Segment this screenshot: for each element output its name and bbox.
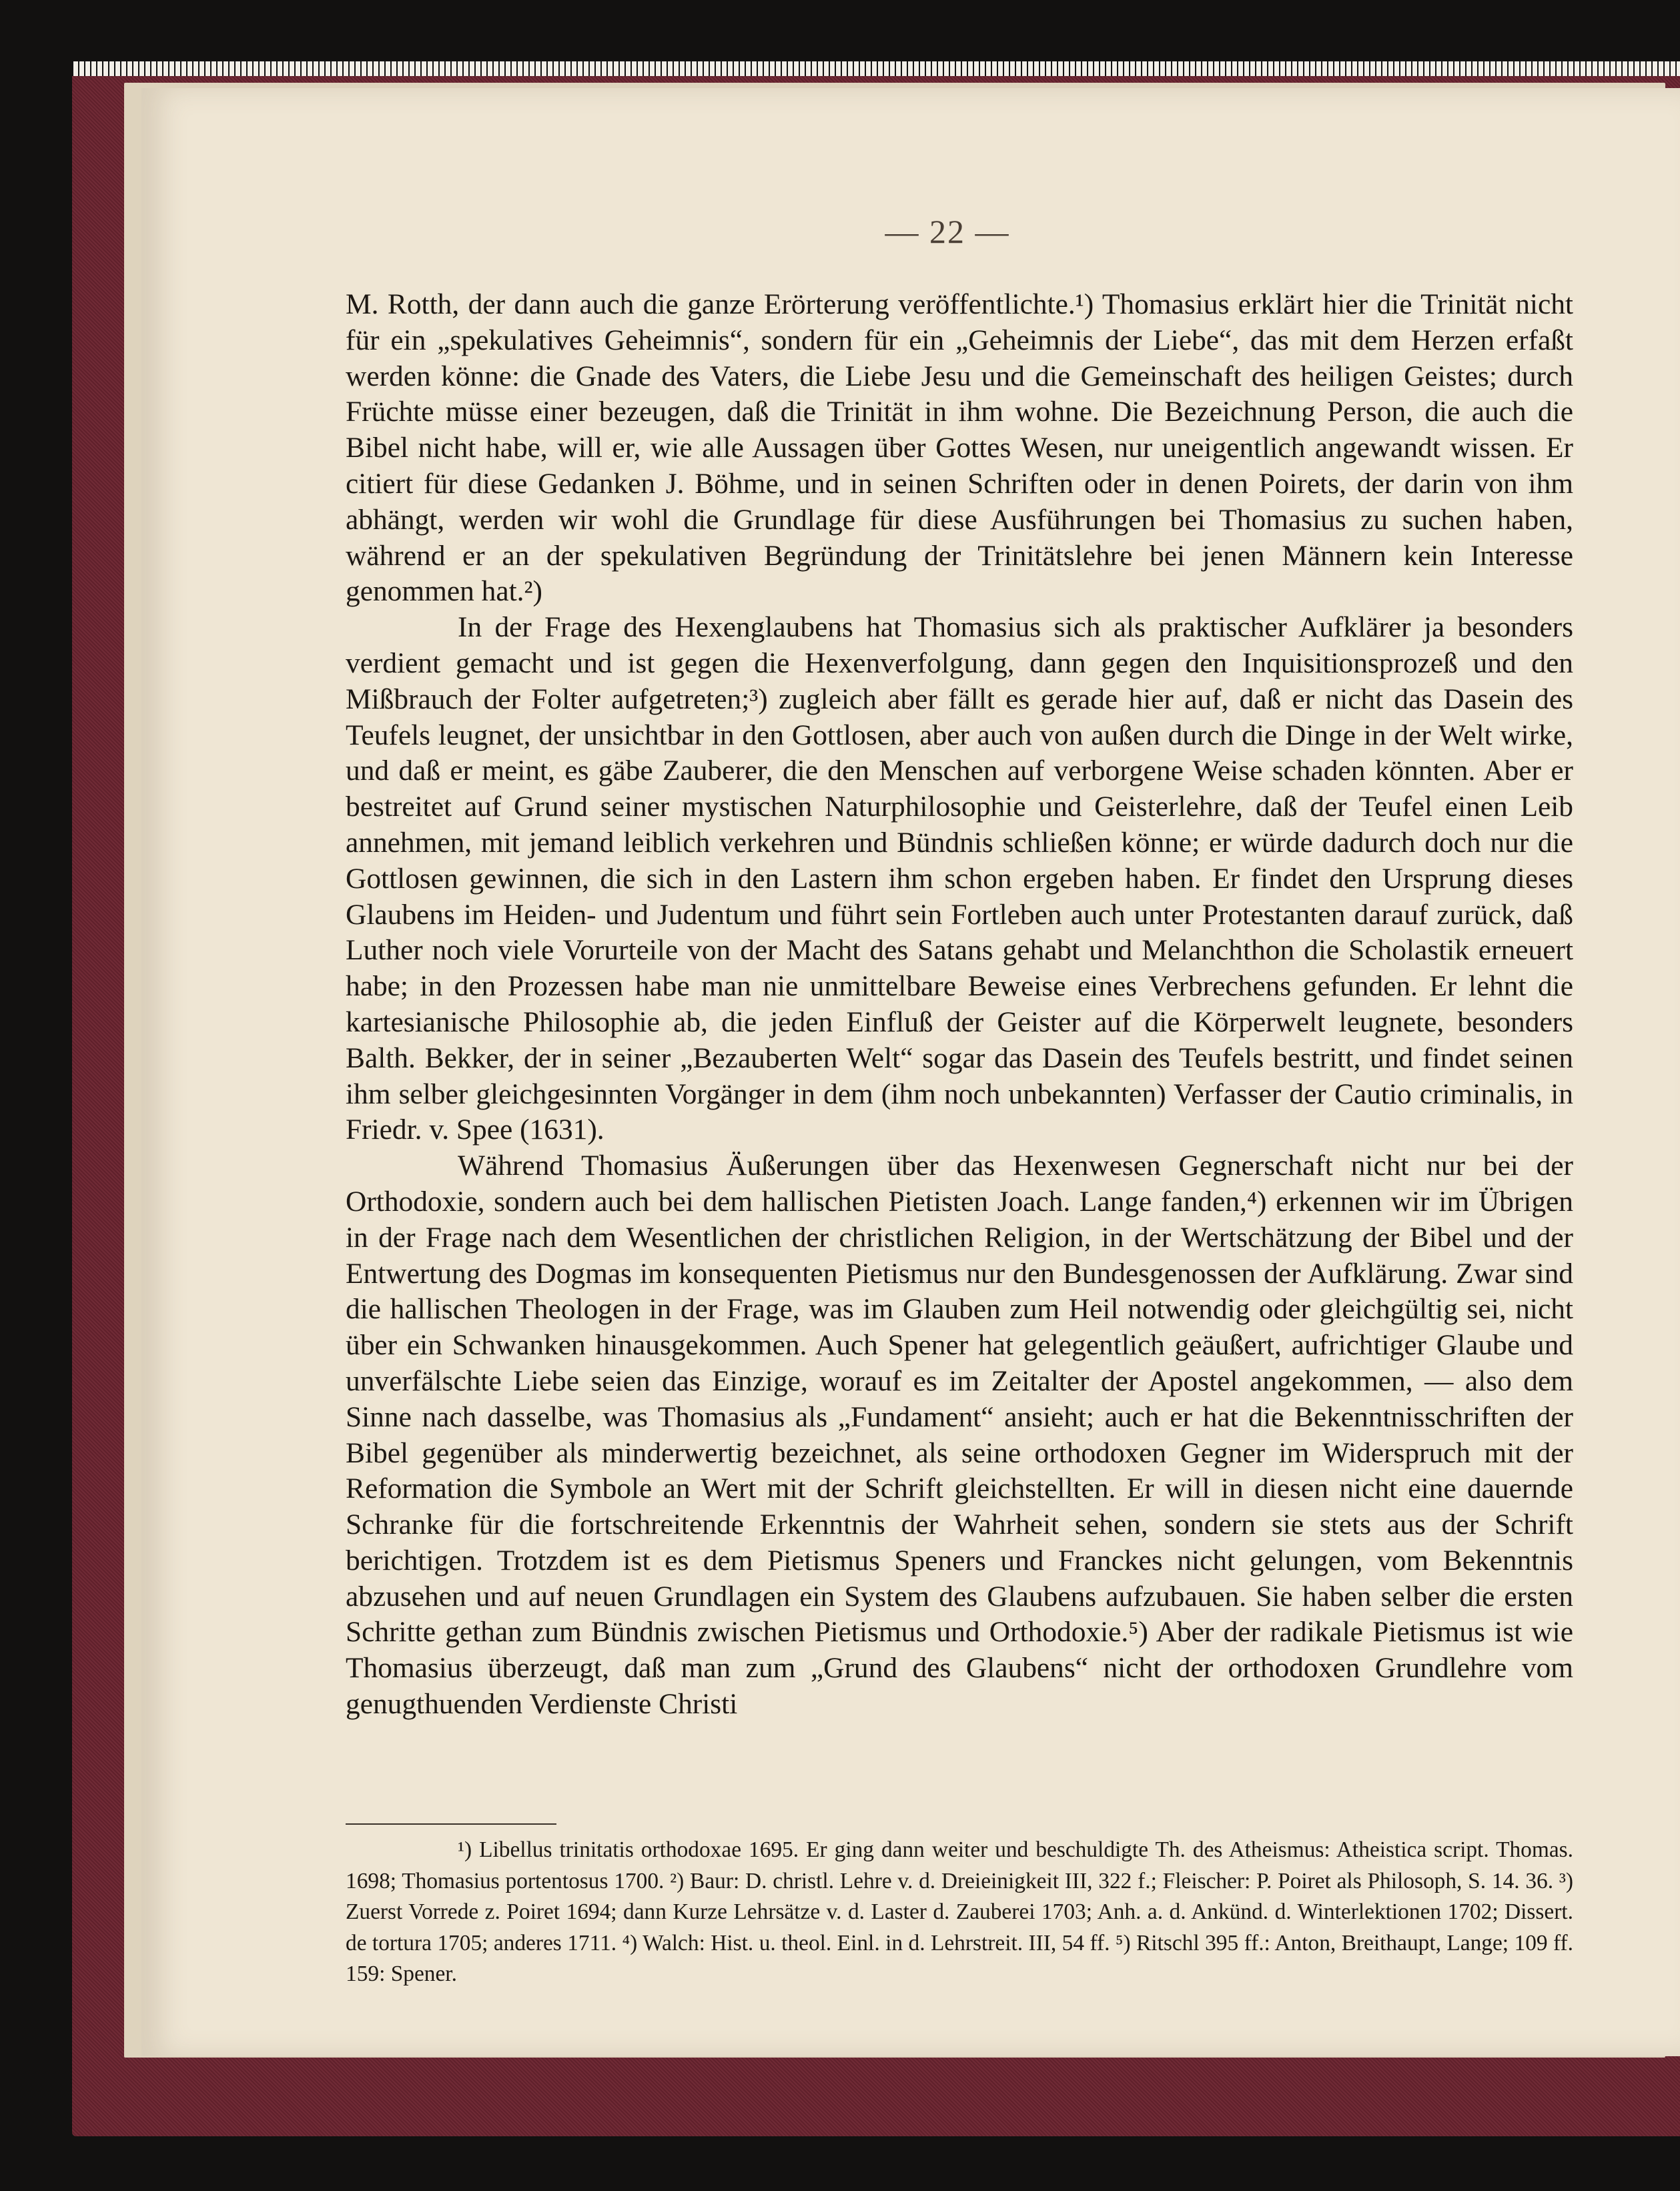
page-number: — 22 —: [885, 213, 1010, 250]
paragraph: In der Frage des Hexenglaubens hat Thomasius sich als praktischer Aufklärer ja besonders verdient gemacht und ist gegen die Hexenverfolgung, dann gegen den Inquisitionsprozeß und den Mißbrauch der Folter aufgetreten;³) zugleich aber fällt es gerade hier auf, daß er nicht das Dasein des Teufels leugnet, der unsichtbar in den Gottlosen, aber auch von außen durch die Dinge in der Welt wirke, und daß er meint, es gäbe Zauberer, die den Menschen auf verborgene Weise schaden könnten. Aber er bestreitet auf Grund seiner mystischen Naturphilosophie und Geisterlehre, daß der Teufel einen Leib annehmen, mit jemand leiblich verkehren und Bündnis schließen könne; er würde dadurch doch nur die Gottlosen gewinnen, die sich in den Lastern ihm schon ergeben haben. Er findet den Ursprung dieses Glaubens im Heiden- und Judentum und führt sein Fortleben auch unter Protestanten darauf zurück, daß Luther noch viele Vorurteile von der Macht des Satans gehabt und Melanchthon die Scholastik erneuert habe; in den Prozessen habe man nie unmittelbare Beweise eines Verbrechens gefunden. Er lehnt die kartesianische Philosophie ab, die jeden Einfluß der Geister auf die Körperwelt leugnete, besonders Balth. Bekker, der in seiner „Bezauberten Welt“ sogar das Dasein des Teufels bestritt, und findet seinen ihm selber gleichgesinnten Vorgänger in dem (ihm noch unbekannten) Verfasser der Cautio criminalis, in Friedr. v. Spee (1631).: [346, 611, 1573, 1146]
paragraph: Während Thomasius Äußerungen über das Hexenwesen Gegnerschaft nicht nur bei der Orthodoxie, sondern auch bei dem hallischen Pietisten Joach. Lange fanden,⁴) erkennen wir im Übrigen in der Frage nach dem Wesentlichen der christlichen Religion, in der Wertschätzung der Bibel und der Entwertung des Dogmas im konsequenten Pietismus nur den Bundesgenossen der Aufklärung. Zwar sind die hallischen Theologen in der Frage, was im Glauben zum Heil notwendig oder gleichgültig sei, nicht über ein Schwanken hinausgekommen. Auch Spener hat gelegentlich geäußert, aufrichtiger Glaube und unverfälschte Liebe seien das Einzige, worauf es im Zeitalter der Apostel angekommen, — also dem Sinne nach dasselbe, was Thomasius als „Fundament“ ansieht; auch er hat die Bekenntnisschriften der Bibel gegenüber als minderwertig bezeichnet, als seine orthodoxen Gegner im Widerspruch mit der Reformation die Symbole an Wert mit der Schrift gleichstellten. Er will in diesen nicht eine dauernde Schranke für die fortschreitende Erkenntnis der Wahrheit sehen, sondern sie stets aus der Schrift berichtigen. Trotzdem ist es dem Pietismus Speners und Franckes nicht gelungen, vom Bekenntnis abzusehen und auf neuen Grundlagen ein System des Glaubens aufzubauen. Sie haben selber die ersten Schritte gethan zum Bündnis zwischen Pietismus und Orthodoxie.⁵) Aber der radikale Pietismus ist wie Thomasius überzeugt, daß man zum „Grund des Glaubens“ nicht der orthodoxen Grundlehre vom genugthuenden Verdienste Christi: [346, 1150, 1573, 1721]
footnotes: [346, 1835, 1573, 1990]
paragraph: M. Rotth, der dann auch die ganze Erörterung veröffentlichte.¹) Thomasius erklärt hier die Trinität nicht für ein „spekulatives Geheimnis“, sondern für ein „Geheimnis der Liebe“, das mit dem Herzen erfaßt werden könne: die Gnade des Vaters, die Liebe Jesu und die Gemeinschaft des heiligen Geistes; durch Früchte müsse einer bezeugen, daß die Trinität in ihm wohne. Die Bezeichnung Person, die auch die Bibel nicht habe, will er, wie alle Aussagen über Gottes Wesen, nur uneigentlich angewandt wissen. Er citiert für diese Gedanken J. Böhme, und in seinen Schriften oder in denen Poirets, der darin von ihm abhängt, werden wir wohl die Grundlage für diese Ausführungen bei Thomasius zu suchen haben, während er an der spekulativen Begründung der Trinitätslehre bei jenen Männern kein Interesse genommen hat.²): [346, 288, 1573, 608]
ruler-strip: [72, 61, 1680, 76]
main-text: [346, 287, 1573, 1723]
footnote-text: ¹) Libellus trinitatis orthodoxae 1695. Er ging dann weiter und beschuldigte Th. des Atheismus: Atheistica script. Thomas. 1698; Thomasius portentosus 1700. ²) Baur: D. christl. Lehre v. d. Dreieinigkeit III, 322 f.; Fleischer: P. Poiret als Philosoph, S. 14. 36. ³) Zuerst Vorrede z. Poiret 1694; dann Kurze Lehrsätze v. d. Laster d. Zauberei 1703; Anh. a. d. Ankünd. d. Winterlektionen 1702; Dissert. de tortura 1705; anderes 1711. ⁴) Walch: Hist. u. theol. Einl. in d. Lehrstreit. III, 54 ff. ⁵) Ritschl 395 ff.: Anton, Breithaupt, Lange; 109 ff. 159: Spener.: [346, 1837, 1573, 1986]
footnote-rule: [346, 1823, 556, 1825]
